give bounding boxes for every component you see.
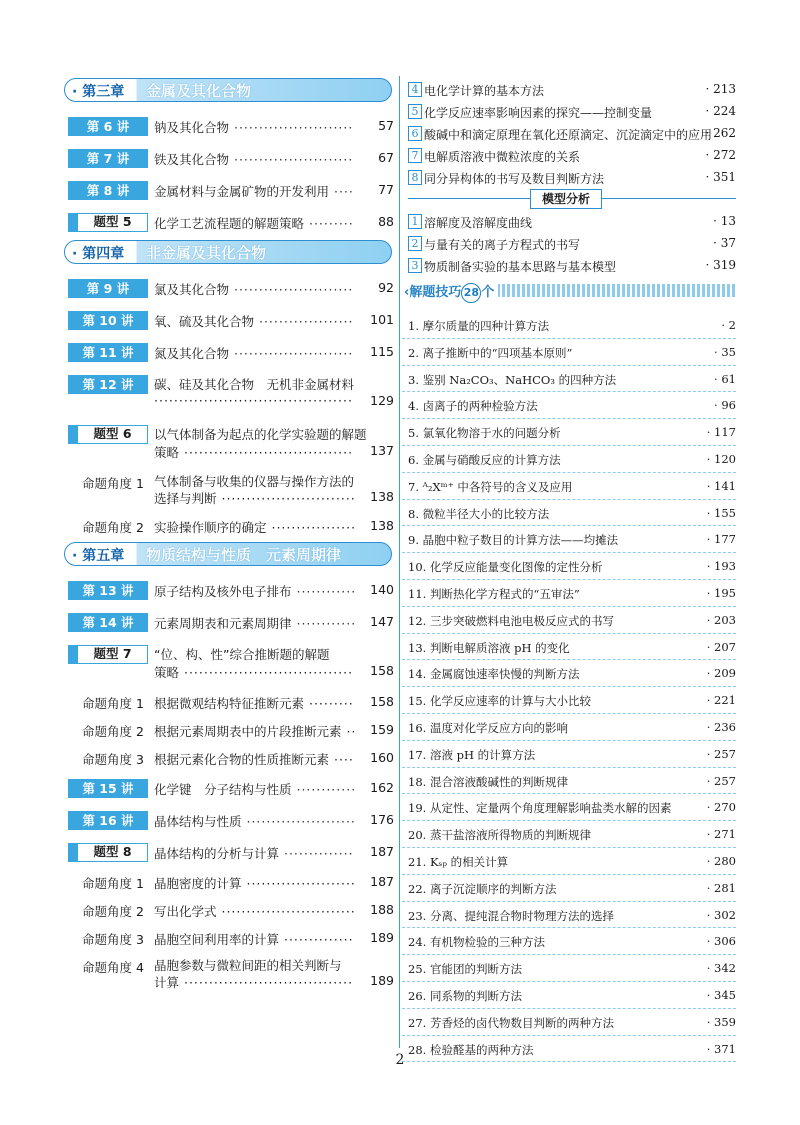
tip-title: 20. 蒸干盐溶液所得物质的判断规律 [408,828,591,843]
tip-title: 27. 芳香烃的卤代物数目判断的两种方法 [408,1015,614,1030]
page-ref: · 193 [706,559,736,574]
tip-entry[interactable] [402,580,736,607]
page-ref: · 371 [706,1041,736,1056]
tip-entry[interactable] [402,1009,736,1036]
page-ref: · 257 [706,746,736,761]
page-ref: · 280 [706,853,736,868]
subentry-title: 晶胞密度的计算 ····· [154,874,354,892]
page-ref: · 345 [706,987,736,1002]
method-entry[interactable] [402,232,736,254]
tip-entry[interactable] [402,875,736,902]
tip-entry[interactable] [402,392,736,419]
toc-subentry[interactable] [64,952,394,996]
angle-label: 命题角度 2 [82,724,144,739]
tip-title: 13. 判断电解质溶液 pH 的变化 [408,640,570,655]
page-ref: · 319 [705,258,736,272]
page-ref: · 342 [706,961,736,976]
toc-entry[interactable] [64,206,394,238]
item-number-box: 5 [408,104,422,119]
entry-title: 化学工艺流程题的解题策略 ····· [154,214,354,232]
entry-title: 化学键 分子结构与性质 ····· [154,780,354,798]
entry-title: 同分异构体的书写及数目判断方法 [424,172,605,186]
tip-entry[interactable] [402,660,736,687]
method-entry[interactable] [402,100,736,122]
lecture-tag: 第 6 讲 [68,117,148,136]
tip-title: 24. 有机物检验的三种方法 [408,935,545,950]
tip-entry[interactable] [402,607,736,634]
model-analysis-label: 模型分析 [530,189,602,209]
toc-entry[interactable] [64,272,394,304]
page-ref: · 195 [706,585,736,600]
chevron-left-icon: ‹ [404,285,410,300]
subentry-title: 根据元素周期表中的片段推断元素 ····· [154,722,354,740]
page-ref: · 13 [713,214,736,228]
page-ref: · 61 [714,371,736,386]
lecture-tag: 第 11 讲 [68,343,148,362]
method-entry[interactable] [402,122,736,144]
tip-title: 18. 混合溶液酸碱性的判断规律 [408,774,568,789]
page-ref: · 271 [706,827,736,842]
page-ref: 67 [378,150,394,165]
entry-title: 晶体结构与性质 ····· [154,812,354,830]
toc-entry[interactable] [64,174,394,206]
toc-entry[interactable] [64,304,394,336]
method-entry[interactable] [402,254,736,276]
tip-entry[interactable] [402,982,736,1009]
entry-title: 铁及其化合物 ····· [154,150,354,168]
subentry-title: 晶胞空间利用率的计算 ····· [154,930,354,948]
page-ref: · 224 [705,104,736,118]
chapter-title: 物质结构与性质 元素周期律 [146,546,342,564]
tip-title: 16. 温度对化学反应方向的影响 [408,720,568,735]
subentry-title: 根据微观结构特征推断元素 ····· [154,694,354,712]
entry-title: 钠及其化合物 ····· [154,118,354,136]
page-ref: 77 [378,182,394,197]
page-ref: · 117 [706,425,736,440]
lecture-tag: 第 15 讲 [68,779,148,798]
entry-title-line1: 以气体制备为起点的化学实验题的解题 [154,427,367,442]
page-ref: 160 [370,750,394,765]
page-ref: 189 [370,930,394,945]
tip-entry[interactable] [402,848,736,875]
angle-label: 命题角度 3 [82,752,144,767]
method-entry[interactable] [402,78,736,100]
tip-entry[interactable] [402,553,736,580]
method-list [402,78,736,188]
tips-count-badge: 28 [461,283,481,303]
item-number-box: 7 [408,148,422,163]
method-entry[interactable] [402,210,736,232]
tip-entry[interactable] [402,339,736,366]
item-number-box: 1 [408,214,422,229]
entry-title: 与量有关的离子方程式的书写 [424,238,581,252]
angle-label: 命题角度 1 [82,476,144,491]
toc-entry[interactable] [64,574,394,606]
page-ref: · 213 [705,82,736,96]
page-ref: · 120 [706,451,736,466]
page-ref: · 2 [721,318,736,332]
toc-subentry[interactable] [64,512,394,540]
page-ref: · 141 [706,478,736,493]
item-number-box: 6 [408,126,422,141]
page-ref: 88 [378,214,394,229]
chapter-title: 金属及其化合物 [146,82,252,100]
tip-title: 1. 摩尔质量的四种计算方法 [408,319,550,333]
tip-title: 15. 化学反应速率的计算与大小比较 [408,694,591,709]
item-number-box: 8 [408,170,422,185]
question-type-tag: 题型 5 [68,213,148,232]
subentry-title: 实验操作顺序的确定 ····· [154,518,354,536]
page-ref: 101 [370,312,394,327]
page-ref: 138 [370,489,394,504]
toc-subentry[interactable] [64,924,394,952]
page-ref: · 270 [706,800,736,815]
question-type-tag: 题型 6 [68,425,148,444]
entry-title-line2: 策略 ····· [154,443,354,461]
page-ref: · 306 [706,934,736,949]
lecture-tag: 第 12 讲 [68,375,148,394]
page-ref: · 35 [714,344,736,359]
entry-title: 元素周期表和元素周期律 ····· [154,614,354,632]
tip-title: 8. 微粒半径大小的比较方法 [408,506,550,521]
page-ref: · 37 [713,236,736,250]
page-ref: 140 [370,582,394,597]
tips-list [402,312,736,1062]
page-ref: 158 [370,663,394,678]
page-ref: 188 [370,902,394,917]
chapter-number: · 第四章 [72,246,125,262]
page-ref: · 207 [706,639,736,654]
tip-title: 26. 同系物的判断方法 [408,988,522,1003]
toc-entry[interactable] [64,336,394,368]
tip-entry[interactable] [402,366,736,393]
page-ref: 138 [370,518,394,533]
toc-subentry[interactable] [64,868,394,896]
tips-header-label [402,281,498,301]
tip-entry[interactable] [402,634,736,661]
toc-entry[interactable] [64,606,394,638]
tip-entry[interactable] [402,687,736,714]
entry-title: 氯及其化合物 ····· [154,280,354,298]
tip-entry[interactable] [402,526,736,553]
toc-entry[interactable] [64,110,394,142]
angle-label: 命题角度 1 [82,696,144,711]
entry-title-line1: “位、构、性”综合推断题的解题 [154,647,330,662]
tip-title: 7. ᴬ₂Xᵐ⁺ 中各符号的含义及应用 [408,479,573,494]
item-number-box: 2 [408,236,422,251]
toc-entry[interactable] [64,368,394,418]
page-ref: · 257 [706,773,736,788]
tip-entry[interactable] [402,446,736,473]
lecture-tag: 第 16 讲 [68,811,148,830]
page-ref: · 221 [706,693,736,708]
left-column [64,78,394,996]
column-divider [399,76,400,1048]
entry-title: 化学反应速率影响因素的探究——控制变量 [424,106,653,120]
angle-label: 命题角度 2 [82,520,144,535]
page-ref: 187 [370,844,394,859]
tip-entry[interactable] [402,821,736,848]
tip-title: 2. 离子推断中的“四项基本原则” [408,345,573,360]
page-ref: 129 [370,393,394,408]
page-ref: 189 [370,973,394,988]
lecture-tag: 第 13 讲 [68,581,148,600]
toc-entry[interactable] [64,418,394,468]
tips-label-suffix: 个 [481,285,495,300]
right-column [402,78,736,1062]
tip-title: 6. 金属与硝酸反应的计算方法 [408,452,561,467]
page-ref: 147 [370,614,394,629]
toc-entry[interactable] [64,772,394,804]
item-number-box: 4 [408,82,422,97]
page-ref: · 96 [714,398,736,413]
tip-title: 23. 分离、提纯混合物时物理方法的选择 [408,908,614,923]
tip-entry[interactable] [402,714,736,741]
lecture-tag: 第 10 讲 [68,311,148,330]
model-analysis-header [402,188,736,210]
entry-title: 电化学计算的基本方法 [424,84,545,98]
lecture-tag: 第 7 讲 [68,149,148,168]
angle-label: 命题角度 4 [82,960,144,975]
entry-title: 氮及其化合物 ····· [154,344,354,362]
method-entry[interactable] [402,166,736,188]
page-number: 2 [395,1052,405,1068]
tip-title: 17. 溶液 pH 的计算方法 [408,747,536,762]
page-ref: 57 [378,118,394,133]
page-ref: 115 [370,344,394,359]
subentry-title: 根据元素化合物的性质推断元素 ····· [154,750,354,768]
chapter-title: 非金属及其化合物 [146,244,267,262]
page-ref: · 236 [706,719,736,734]
tip-entry[interactable] [402,312,736,339]
page-ref: · 177 [706,532,736,547]
entry-title: 金属材料与金属矿物的开发利用 ····· [154,182,354,200]
chapter-header [64,542,394,568]
tip-title: 19. 从定性、定量两个角度理解影响盐类水解的因素 [408,801,672,816]
subentry-title-line2: 选择与判断 ····· [154,489,354,507]
toc-entry[interactable] [64,638,394,688]
page-ref: · 262 [705,126,736,140]
model-list [402,210,736,276]
toc-entry[interactable] [64,142,394,174]
chapter-number: · 第五章 [72,548,125,564]
page-ref: · 351 [705,170,736,184]
question-type-tag: 题型 7 [68,645,148,664]
page-ref: · 302 [706,907,736,922]
subentry-title-line1: 气体制备与收集的仪器与操作方法的 [154,474,355,489]
tip-title: 21. Kₛₚ 的相关计算 [408,854,509,869]
page-ref: 159 [370,722,394,737]
toc-subentry[interactable] [64,744,394,772]
toc-subentry[interactable] [64,468,394,512]
entry-title-line2: 策略 ····· [154,663,354,681]
tip-entry[interactable] [402,768,736,795]
tip-title: 4. 卤离子的两种检验方法 [408,399,538,414]
chapter-header [64,78,394,104]
subentry-title-line2: 计算 ····· [154,973,354,991]
toc-subentry[interactable] [64,716,394,744]
tip-title: 5. 氯氧化物溶于水的问题分析 [408,426,561,441]
toc-subentry[interactable] [64,688,394,716]
toc-entry[interactable] [64,804,394,836]
chapter-header [64,240,394,266]
question-type-tag: 题型 8 [68,843,148,862]
tip-title: 3. 鉴别 Na₂CO₃、NaHCO₃ 的四种方法 [408,372,617,387]
tip-entry[interactable] [402,794,736,821]
entry-title: 晶体结构的分析与计算 ····· [154,844,354,862]
entry-title: 原子结构及核外电子排布 ····· [154,582,354,600]
page-ref: 162 [370,780,394,795]
tip-entry[interactable] [402,955,736,982]
angle-label: 命题角度 1 [82,876,144,891]
page-ref: · 272 [705,148,736,162]
tip-title: 9. 晶胞中粒子数目的计算方法——均摊法 [408,533,619,548]
page-ref: · 155 [706,505,736,520]
page-ref: · 209 [706,666,736,681]
tip-title: 22. 离子沉淀顺序的判断方法 [408,881,557,896]
page-ref: 158 [370,694,394,709]
lecture-tag: 第 14 讲 [68,613,148,632]
tips-header [402,282,736,312]
tip-title: 10. 化学反应能量变化图像的定性分析 [408,560,603,575]
entry-title-line2 [154,393,354,408]
page-ref: · 281 [706,880,736,895]
tip-title: 11. 判断热化学方程式的“五审法” [408,586,580,601]
entry-title: 酸碱中和滴定原理在氧化还原滴定、沉淀滴定中的应用 [424,128,713,142]
subentry-title-line1: 晶胞参数与微粒间距的相关判断与 [154,958,342,973]
entry-title: 氧、硫及其化合物 ····· [154,312,354,330]
tip-entry[interactable] [402,500,736,527]
entry-title: 电解质溶液中微粒浓度的关系 [424,150,581,164]
page-ref: 176 [370,812,394,827]
chapter-number: · 第三章 [72,84,125,100]
tip-entry[interactable] [402,741,736,768]
toc-subentry[interactable] [64,896,394,924]
tip-entry[interactable] [402,419,736,446]
entry-title-line1: 碳、硅及其化合物 无机非金属材料 [154,377,355,392]
lecture-tag: 第 8 讲 [68,181,148,200]
angle-label: 命题角度 3 [82,932,144,947]
angle-label: 命题角度 2 [82,904,144,919]
method-entry[interactable] [402,144,736,166]
toc-entry[interactable] [64,836,394,868]
lecture-tag: 第 9 讲 [68,279,148,298]
page-ref: 137 [370,443,394,458]
tip-title: 12. 三步突破燃料电池电极反应式的书写 [408,613,614,628]
entry-title: 物质制备实验的基本思路与基本模型 [424,260,617,274]
tip-entry[interactable] [402,473,736,500]
page-ref: · 203 [706,612,736,627]
tip-title: 25. 官能团的判断方法 [408,962,522,977]
entry-title: 溶解度及溶解度曲线 [424,216,533,230]
subentry-title: 写出化学式 ····· [154,902,354,920]
tip-entry[interactable] [402,928,736,955]
page-ref: 92 [378,280,394,295]
item-number-box: 3 [408,258,422,273]
tip-title: 28. 检验醛基的两种方法 [408,1042,534,1057]
tip-title: 14. 金属腐蚀速率快慢的判断方法 [408,667,580,682]
page-ref: 187 [370,874,394,889]
page-ref: · 359 [706,1014,736,1029]
tips-label: 解题技巧 [409,285,462,300]
tip-entry[interactable] [402,902,736,929]
